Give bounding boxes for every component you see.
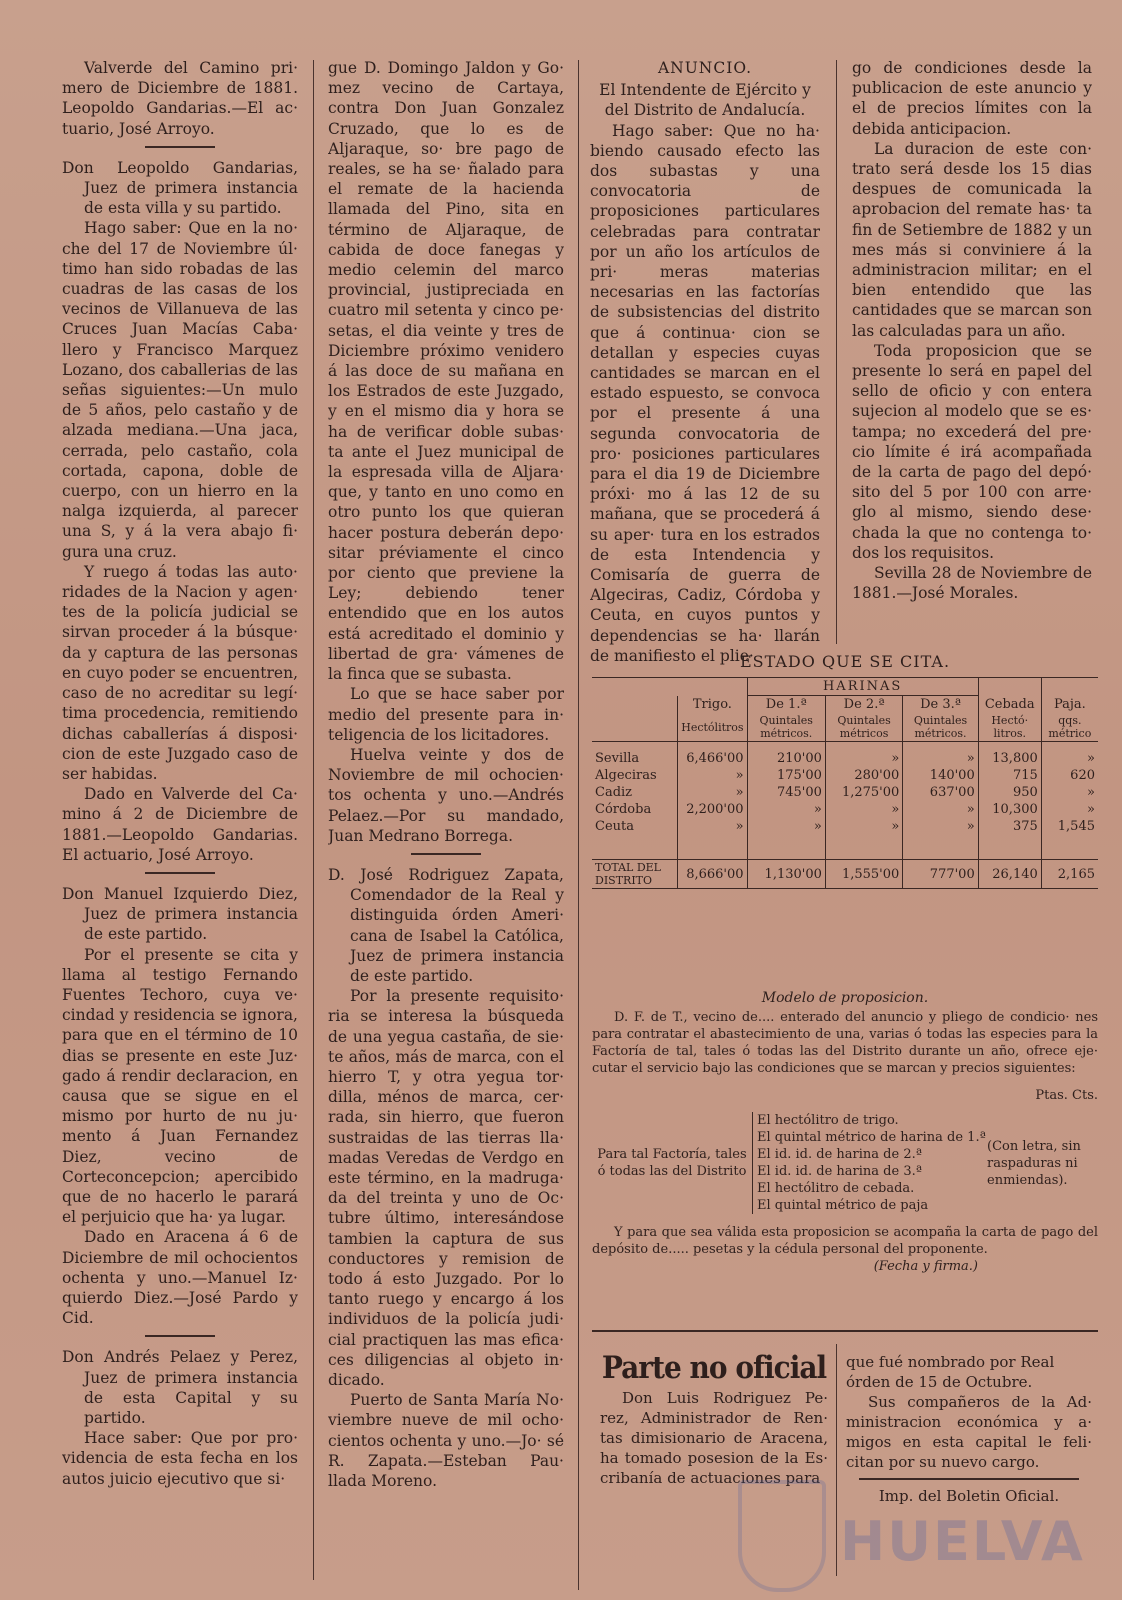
price-items [752,1112,987,1214]
unit-header: Quintales métricos. [903,713,978,742]
cell: 1,555'00 [825,860,902,889]
announcement-title: ANUNCIO. [657,59,753,77]
watermark: HUELVA [840,1510,1085,1573]
unit-header: Quintales métricos [825,713,902,742]
announcement-duration: La duracion de este con· trato será desde los 15 dias despues de comunicada la aprobacion del remate has· ta fin de Setiembre de 1882 y un mes más si conviniere á la administracion militar; en el bien entendido que las cantidades que se marcan son las calculadas para un año. [852,139,1092,340]
model-note: (Con letra, sin raspaduras ni enmiendas). [987,1138,1081,1188]
announcement-body: Hago saber: Que no ha· biendo causado efecto las dos subastas y una convocatoria de proposiciones particulares celebradas para contratar por un año los artículos de pri· meras materias necesarias en las factorías de subsistencias del distrito que á continua· cion se detallan y especies cuyas cantidades se marcan en el estado espuesto, se convoca por el presente á una segunda convocatoria de pro· posiciones particulares para el dia 19 de Diciembre próxi· mo á las 12 de su mañana, que se procederá á su aper· tura en los estrados de esta Intendencia y Comisaría de guerra de Algeciras, Cadiz, Córdoba y Ceuta, en cuyos puntos y dependencias se ha· llarán de manifiesto el plie· [590,121,820,665]
table-row [592,818,1098,835]
edict-3-sign: Dado en Aracena á 6 de Diciembre de mil ochocientos ochenta y uno.—Manuel Iz· quierdo Diez.—José Pardo y Cid. [62,1228,298,1328]
edict-3-body: Por el presente se cita y llama al testigo Fernando Fuentes Techoro, cuya ve· cindad y residencia se ignora, para que en el término de 10 dias se presente en este Juz· gado á rendir declaracion, en causa que se sigue en el mismo por hurto de nu ju· mento á Juan Fernandez Diez, vecino de Corteconcepcion; apercibido que de no hacerlo le parará el perjuicio que ha· ya lugar. [62,945,298,1227]
price-list [592,1112,1098,1214]
column-rule [836,60,837,644]
cell: 1,275'00 [825,784,902,801]
estado-table [592,652,1098,889]
model-sign: (Fecha y firma.) [873,1259,978,1274]
announcement-requirements: Toda proposicion que se presente lo será en papel del sello de oficio y con entera sujecion al modelo que se es· tampa; no excederá del pre· cio límite é irá acompañada de la carta de pago del depó· sito del 5 por 100 con arre· glo al mismo, siendo dese· chada la que no contenga to· dos los requisitos. [852,341,1092,562]
cell: » [1041,801,1098,818]
cell: 375 [978,818,1041,835]
cell: » [747,818,825,835]
cell: 745'00 [747,784,825,801]
column-1 [62,58,298,1588]
price-item: El quintal métrico de paja [757,1198,929,1213]
table-row [592,801,1098,818]
edict-5-title: D. José Rodriguez Zapata, Comendador de la Real y distinguida órden Ameri· cana de Isabel la Católica, Juez de primera instancia de este partido. [328,865,564,985]
price-item: El hectólitro de trigo. [757,1113,899,1128]
divider [859,1478,1079,1480]
unit-header: Hectólitros [678,713,747,742]
data-table [592,677,1098,889]
column-3 [590,58,820,666]
model-footer: Y para que sea válida esta proposicion se acompaña la carta de pago del depósito de..... pesetas y la cédula personal del proponente. [592,1225,1098,1257]
cell: » [1041,784,1098,801]
cell: 26,140 [978,860,1041,889]
edict-4-notice: Lo que se hace saber por medio del presente para in· teligencia de los licitadores. [328,685,564,744]
cell: 637'00 [903,784,978,801]
column-4 [852,58,1092,603]
unit-header: Quintales métricos. [747,713,825,742]
cell: 6,466'00 [678,750,747,767]
divider [145,1335,215,1337]
factory-label: Para tal Factoría, tales ó todas las del Distrito [597,1147,747,1179]
edict-4-body: Hace saber: Que por pro· videncia de esta fecha en los autos juicio ejecutivo que si· [62,1429,298,1488]
parte-right-2: Sus compañeros de la Ad· ministracion económica y a· migos en esta capital le feli· citan por su nuevo cargo. [846,1393,1092,1471]
harinas-header: HARINAS [747,678,978,696]
library-logo-icon [738,1480,826,1592]
edict-4-continued: gue D. Domingo Jaldon y Go· mez vecino de Cartaya, contra Don Juan Gonzalez Cruzado, que lo es de Aljaraque, so· bre pago de reales, se ha se· ñalado para el remate de la hacienda llamada del Pino, sita en término de Aljaraque, de cabida de doce fanegas y medio celemin del marco provincial, justipreciada en cuatro mil setenta y cinco pe· setas, el dia veinte y tres de Diciembre próximo venidero á las doce de su mañana en los Estrados de este Juzgado, y en el mismo dia y hora se ha de verificar doble subas· ta ante el Juez municipal de la espresada villa de Aljara· que, y tanto en uno como en otro punto los que quieran hacer postura deberán depo· sitar préviamente el cinco por ciento que previene la Ley; debiendo tener entendido que en los autos está acreditado el dominio y libertad de gra· vámenes de la finca que se subasta. [328,59,564,684]
row-place: Cadiz [595,785,633,800]
proposal-model [592,990,1098,1275]
cell: » [903,818,978,835]
column-rule [836,1344,837,1576]
row-place: Ceuta [595,819,634,834]
table-row [592,750,1098,767]
ptas-header: Ptas. Cts. [1035,1088,1098,1103]
cell: » [678,784,747,801]
cell: 777'00 [903,860,978,889]
announcement-sign: Sevilla 28 de Noviembre de 1881.—José Morales. [852,564,1092,603]
announcement-continued: go de condiciones desde la publicacion de este anuncio y el de precios límites con la debida anticipacion. [852,59,1092,138]
edict-2-sign: Dado en Valverde del Ca· mino á 2 de Diciembre de 1881.—Leopoldo Gandarias. El actuario, José Arroyo. [62,785,298,864]
price-item: El id. id. de harina de 2.ª [757,1147,922,1162]
cell: 10,300 [978,801,1041,818]
cell: » [903,750,978,767]
cell: » [903,801,978,818]
table-row [592,784,1098,801]
parte-continued [846,1352,1092,1506]
row-place: Córdoba [595,802,652,817]
col-header-harina-3: De 3.ª [903,696,978,714]
edict-5-body: Por la presente requisito· ria se interesa la búsqueda de una yegua castaña, de sie· te años, más de marca, con el hierro T, y otra yegua tor· dilla, ménos de marca, cer· rada, sin hierro, que fueron sustraidas de las tierras lla· madas Veredas de Verdgo en este término, en la madruga· da del treinta y uno de Oc· tubre último, interesándose tambien la captura de sus conductores y remision de todo á esto Juzgado. Por lo tanto ruego y encargo á los individuos de la policía judi· cial practiquen las mas efica· ces diligencias al objeto in· dicado. [328,987,564,1389]
cell: 620 [1041,767,1098,784]
cell: 2,200'00 [678,801,747,818]
cell: » [678,818,747,835]
cell: 1,545 [1041,818,1098,835]
column-rule [578,60,579,1590]
edict-3-title: Don Manuel Izquierdo Diez, Juez de primera instancia de este partido. [62,884,298,944]
cell: » [747,801,825,818]
cell: 950 [978,784,1041,801]
edict-2-title: Don Leopoldo Gandarias, Juez de primera instancia de esta villa y su partido. [62,158,298,218]
row-place: Sevilla [595,751,640,766]
price-item: El quintal métrico de harina de 1.ª [757,1130,986,1145]
column-rule [313,60,314,1580]
edict-5-sign: Puerto de Santa María No· viembre nueve de mil ocho· cientos ochenta y uno.—Jo· sé R. Zapata.—Esteban Pau· llada Moreno. [328,1391,564,1491]
edict-4-title: Don Andrés Pelaez y Perez, Juez de primera instancia de esta Capital y su partido. [62,1348,298,1427]
price-item: El hectólitro de cebada. [757,1181,915,1196]
model-title: Modelo de proposicion. [761,990,929,1006]
col-header-harina-1: De 1.ª [747,696,825,714]
col-header-cebada: Cebada [978,696,1041,714]
divider [411,853,481,855]
column-2 [328,58,564,1588]
divider [145,872,215,874]
cell: » [825,818,902,835]
cell: 8,666'00 [678,860,747,889]
model-body: D. F. de T., vecino de.... enterado del anuncio y pliego de condicio· nes para contratar el abastecimiento de una, varias ó todas las especies para la Factoría de tal, tales ó todas las del Distrito durante un año, ofrece eje· cutar el servicio bajo las condiciones que se marcan y precios siguientes: [592,1010,1098,1076]
parte-right-1: que fué nombrado por Real órden de 15 de Octubre. [846,1353,1055,1391]
table-title: ESTADO QUE SE CITA. [739,652,951,671]
cell: 2,165 [1041,860,1098,889]
announcement-issuer: El Intendente de Ejército y del Distrito de Andalucía. [599,81,811,120]
parte-no-oficial [600,1349,828,1488]
col-header-paja: Paja. [1041,696,1098,714]
cell: » [678,767,747,784]
divider [145,146,215,148]
cell: 280'00 [825,767,902,784]
edict-closing-1: Valverde del Camino pri· mero de Diciembre de 1881. Leopoldo Gandarias.—El ac· tuario, José Arroyo. [62,59,298,138]
table-row [592,767,1098,784]
total-label: TOTAL DEL DISTRITO [595,861,661,887]
parte-body: Don Luis Rodriguez Pe· rez, Administrador de Ren· tas dimisionario de Aracena, ha tomado posesion de la Es· cribanía de actuaciones para [600,1389,828,1487]
cell: » [825,801,902,818]
imprint: Imp. del Boletin Oficial. [878,1487,1060,1505]
unit-header: Hectó· litros. [978,713,1041,742]
cell: 140'00 [903,767,978,784]
edict-2-body: Hago saber: Que en la no· che del 17 de Noviembre úl· timo han sido robadas de las cuadras de las casas de los vecinos de Villanueva de las Cruces Juan Macías Caba· llero y Francisco Marquez Lozano, dos caballerias de las señas siguientes:—Un mulo de 5 años, pelo castaño y de alzada mediana.—Una jaca, cerrada, pelo castaño, cola cortada, capona, doble de cuerpo, con un hierro en la nalga izquierda, al parecer una S, y á la vera abajo fi· gura una cruz. [62,219,298,561]
cell: 13,800 [978,750,1041,767]
cell: 210'00 [747,750,825,767]
section-rule [592,1330,1098,1332]
unit-header: qqs. métrico [1041,713,1098,742]
cell: 715 [978,767,1041,784]
col-header-trigo: Trigo. [678,696,747,714]
cell: 175'00 [747,767,825,784]
total-row [592,860,1098,889]
cell: 1,130'00 [747,860,825,889]
col-header-harina-2: De 2.ª [825,696,902,714]
section-title: Parte no oficial [601,1349,827,1386]
edict-4-sign: Huelva veinte y dos de Noviembre de mil ochocien· tos ochenta y uno.—Andrés Pelaez.—Por su mandado, Juan Medrano Borrega. [328,745,564,845]
row-place: Algeciras [595,768,657,783]
cell: » [825,750,902,767]
edict-2-body-2: Y ruego á todas las auto· ridades de la Nacion y agen· tes de la policía judicial se sirvan proceder á la búsque· da y captura de las personas en cuyo poder se encuentren, caso de no acreditar su legí· tima procedencia, remitiendo dichas caballerías á disposi· cion de este Juzgado caso de ser habidas. [62,562,298,783]
price-item: El id. id. de harina de 3.ª [757,1164,922,1179]
cell: » [1041,750,1098,767]
